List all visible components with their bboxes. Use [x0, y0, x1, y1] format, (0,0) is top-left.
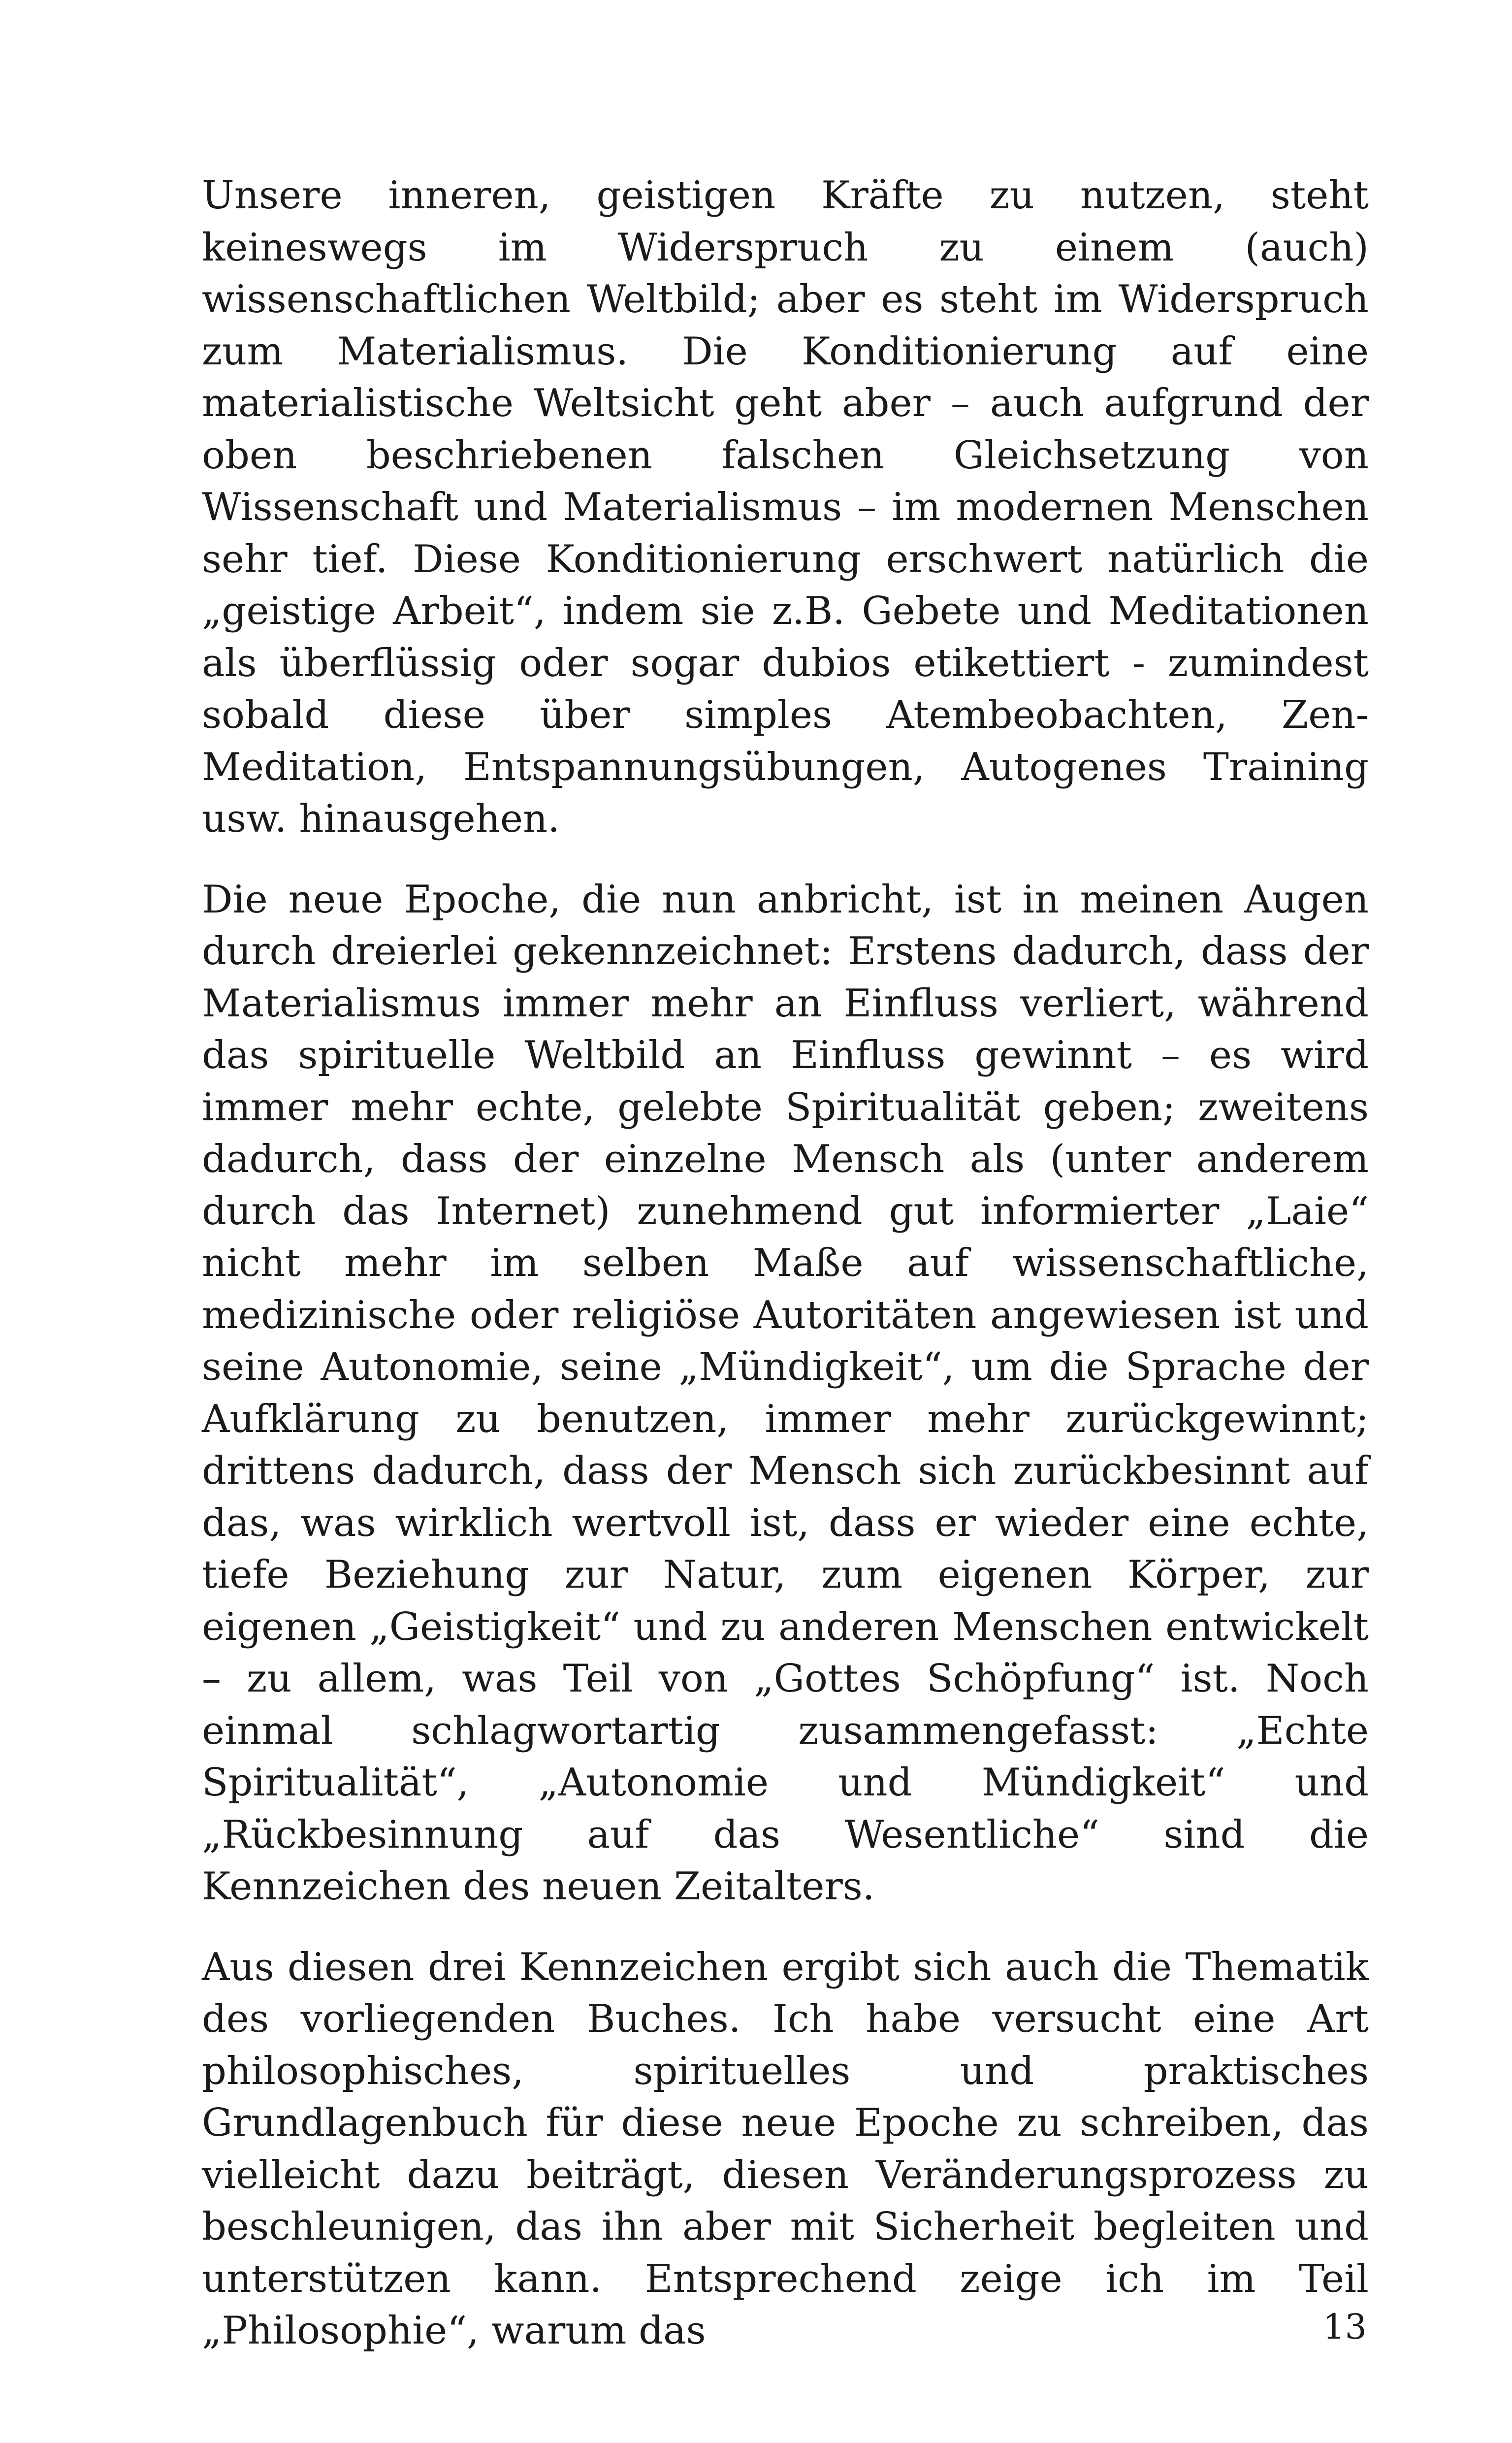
body-text [202, 170, 1369, 2386]
paragraph-2: Die neue Epoche, die nun anbricht, ist in meinen Augen durch dreierlei gekennzeichnet: Erstens dadurch, dass der Materialismus immer mehr an Einfluss verliert, während das spirituelle Weltbild an Einfluss gewinnt – es wird immer mehr echte, gelebte Spiritualität geben; zweitens dadurch, dass der einzelne Mensch als (unter anderem durch das Internet) zunehmend gut informierter „Laie“ nicht mehr im selben Maße auf wissenschaftliche, medizinische oder religiöse Autoritäten angewiesen ist und seine Autonomie, seine „Mündigkeit“, um die Sprache der Aufklärung zu benutzen, immer mehr zurückgewinnt; drittens dadurch, dass der Mensch sich zurückbesinnt auf das, was wirklich wertvoll ist, dass er wieder eine echte, tiefe Beziehung zur Natur, zum eigenen Körper, zur eigenen „Geistigkeit“ und zu anderen Menschen entwickelt – zu allem, was Teil von „Gottes Schöpfung“ ist. Noch einmal schlagwortartig zusammengefasst: „Echte Spiritualität“, „Autonomie und Mündigkeit“ und „Rückbesinnung auf das Wesentliche“ sind die Kennzeichen des neuen Zeitalters. [202, 877, 1369, 1909]
paragraph-3: Aus diesen drei Kennzeichen ergibt sich auch die Thematik des vorliegenden Buches. Ich habe versucht eine Art philosophisches, spirituelles und praktisches Grundlagenbuch für diese neue Epoche zu schreiben, das vielleicht dazu beiträgt, diesen Veränderungsprozess zu beschleunigen, das ihn aber mit Sicherheit begleiten und unterstützen kann. Entsprechend zeige ich im Teil „Philosophie“, warum das [202, 1945, 1369, 2353]
paragraph-1: Unsere inneren, geistigen Kräfte zu nutzen, steht keineswegs im Widerspruch zu einem (auch) wissenschaftlichen Weltbild; aber es steht im Widerspruch zum Materialismus. Die Konditionierung auf eine materialistische Weltsicht geht aber – auch aufgrund der oben beschriebenen falschen Gleichsetzung von Wissenschaft und Materialismus – im modernen Menschen sehr tief. Diese Konditionierung erschwert natürlich die „geistige Arbeit“, indem sie z.B. Gebete und Meditationen als überflüssig oder sogar dubios etikettiert - zumindest sobald diese über simples Atembeobachten, Zen-Meditation, Entspannungsübungen, Autogenes Training usw. hinausgehen. [202, 173, 1369, 841]
page-number: 13 [1322, 2307, 1367, 2347]
